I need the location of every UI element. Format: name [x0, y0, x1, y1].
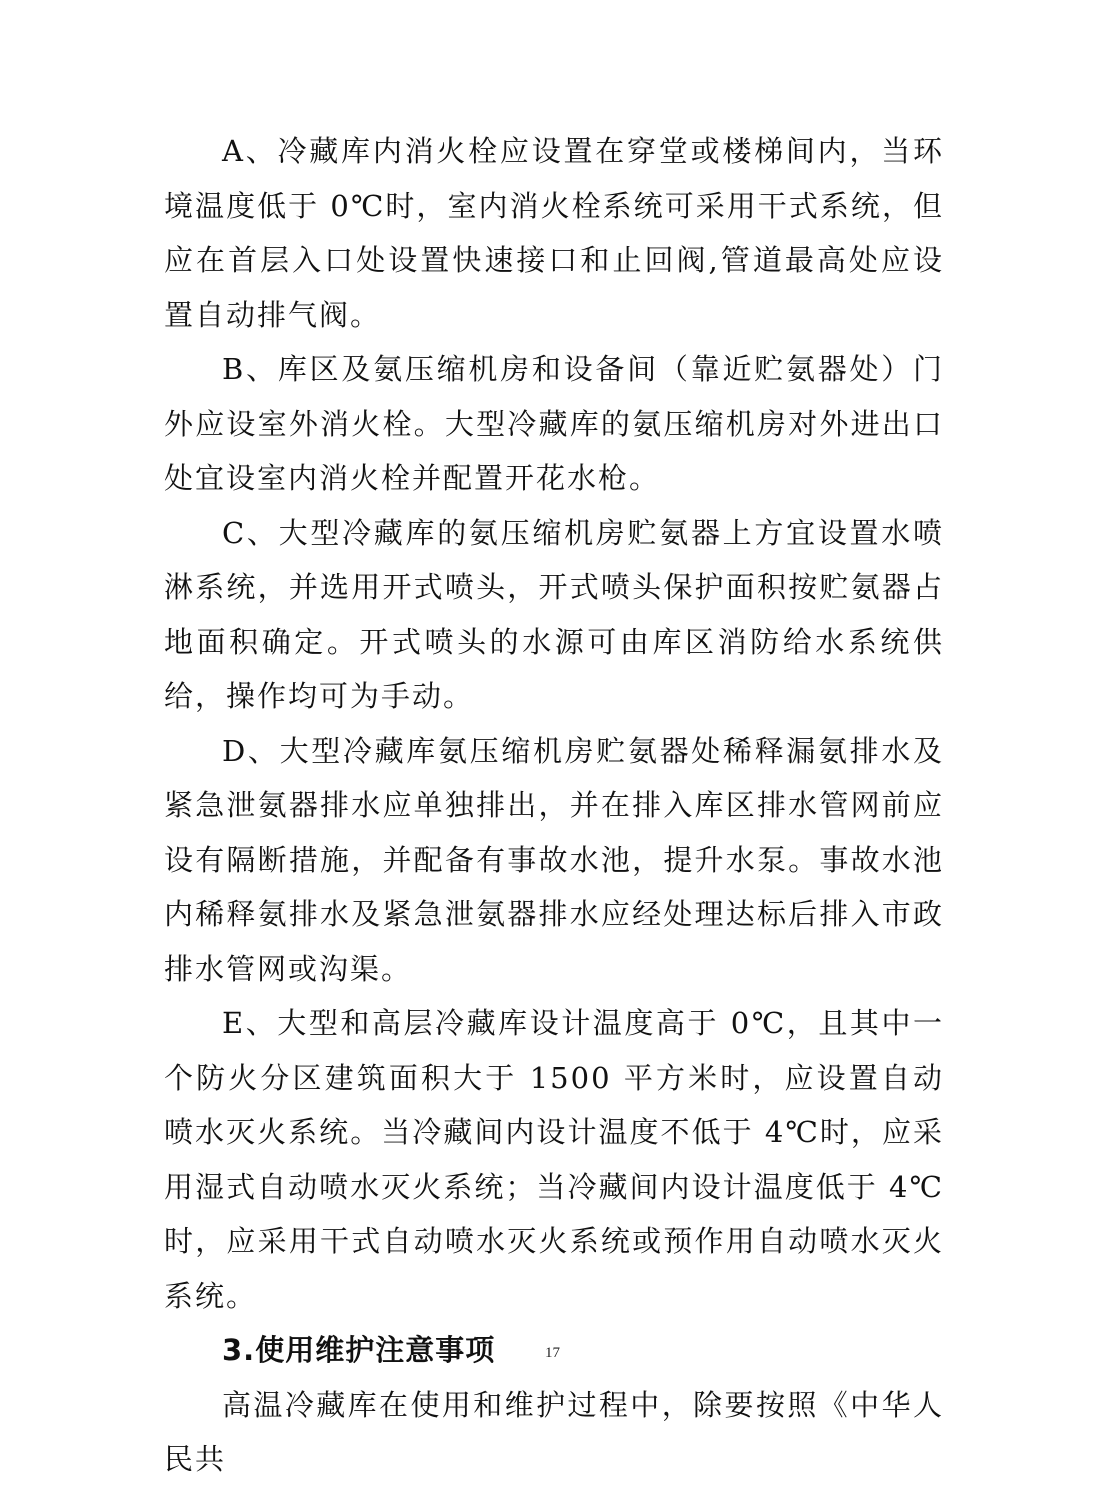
paragraph-b: B、库区及氨压缩机房和设备间（靠近贮氨器处）门外应设室外消火栓。大型冷藏库的氨压缩机房对外进出口处宜设室内消火栓并配置开花水枪。	[164, 352, 944, 495]
page-number: 17	[545, 1345, 560, 1361]
paragraph-c: C、大型冷藏库的氨压缩机房贮氨器上方宜设置水喷淋系统，并选用开式喷头，开式喷头保护面积按贮氨器占地面积确定。开式喷头的水源可由库区消防给水系统供给，操作均可为手动。	[164, 515, 944, 713]
closing-paragraph: 高温冷藏库在使用和维护过程中，除要按照《中华人民共	[164, 1387, 944, 1476]
body-text	[164, 124, 944, 1487]
paragraph-d: D、大型冷藏库氨压缩机房贮氨器处稀释漏氨排水及紧急泄氨器排水应单独排出，并在排入库区排水管网前应设有隔断措施，并配备有事故水池，提升水泵。事故水池内稀释氨排水及紧急泄氨器排水应经处理达标后排入市政排水管网或沟渠。	[164, 733, 944, 986]
section-heading: 3.使用维护注意事项	[222, 1333, 496, 1367]
paragraph-e: E、大型和高层冷藏库设计温度高于 0℃，且其中一个防火分区建筑面积大于 1500 平方米时，应设置自动喷水灭火系统。当冷藏间内设计温度不低于 4℃时，应采用湿式自动喷水灭火系统；当冷藏间内设计温度低于 4℃时，应采用干式自动喷水灭火系统或预作用自动喷水灭火系统。	[164, 1006, 944, 1313]
paragraph-a: A、冷藏库内消火栓应设置在穿堂或楼梯间内，当环境温度低于 0℃时，室内消火栓系统可采用干式系统，但应在首层入口处设置快速接口和止回阀,管道最高处应设置自动排气阀。	[164, 134, 944, 332]
